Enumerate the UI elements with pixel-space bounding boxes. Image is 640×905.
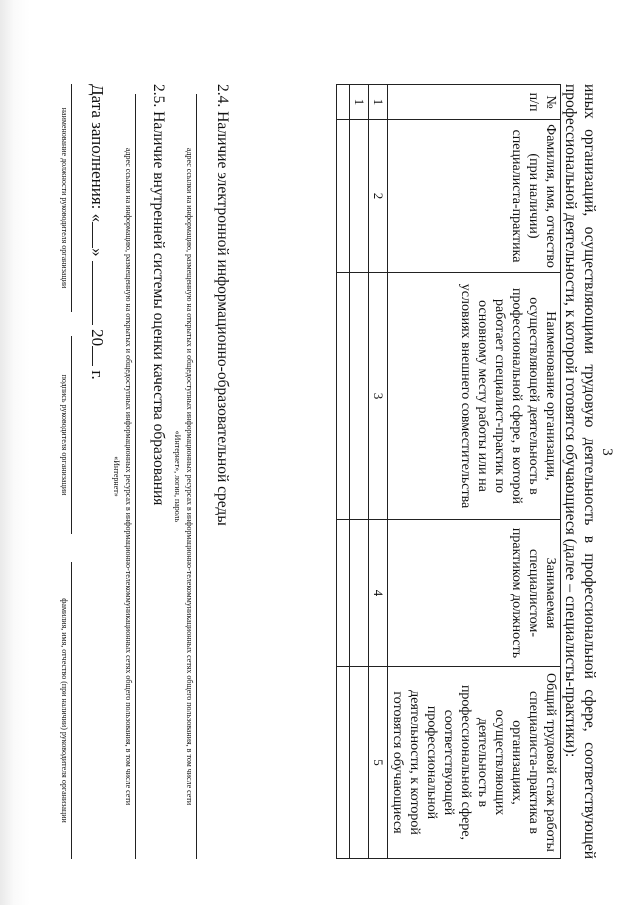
column-number: 4 bbox=[369, 520, 388, 667]
signature-block bbox=[42, 84, 72, 859]
signature-line bbox=[71, 336, 72, 534]
year-suffix: г. bbox=[88, 370, 107, 380]
table-cell: 1 bbox=[350, 85, 369, 120]
document-page bbox=[35, 22, 625, 882]
section-2-4-field bbox=[172, 94, 197, 859]
year-blank bbox=[92, 346, 109, 366]
section-2-4-caption: «Интернет», логин, пароль bbox=[173, 430, 182, 523]
column-numbers-row bbox=[369, 85, 388, 859]
name-line bbox=[71, 562, 72, 859]
table-cell bbox=[337, 520, 350, 667]
header-full-name: Фамилия, имя, отчество (при наличии) специалиста-практика bbox=[388, 120, 561, 273]
name-caption: фамилия, имя, отчество (при наличии) руководителя организации bbox=[60, 598, 69, 823]
practitioners-table bbox=[336, 84, 561, 859]
header-position: Занимаемая специалистом-практиком должность bbox=[388, 520, 561, 667]
name-field bbox=[59, 562, 72, 859]
table-cell bbox=[337, 273, 350, 520]
position-line bbox=[71, 84, 72, 312]
section-2-4-caption: адрес ссылки на информацию, размещенную на открытых и общедоступных информационных ресурсах в информационно-телекоммуникационных сетях общего пользования, в том числе сети bbox=[185, 147, 194, 806]
column-number: 5 bbox=[369, 667, 388, 859]
header-number: № п/п bbox=[388, 85, 561, 120]
table-row bbox=[350, 85, 369, 859]
section-2-4-title: 2.4. Наличие электронной информационно-образовательной среды bbox=[214, 84, 231, 526]
signature-caption: подпись руководителя организации bbox=[60, 374, 69, 496]
table-cell bbox=[337, 667, 350, 859]
position-field bbox=[59, 84, 72, 312]
section-2-5-fill-line bbox=[135, 94, 136, 859]
section-2-5-field bbox=[111, 94, 136, 859]
table-cell bbox=[350, 520, 369, 667]
header-work-experience: Общий трудовой стаж работы специалиста-практика в организациях, осуществляющих деятельность в профессиональной сфере, соответствующей профессиональной деятельности, к которой готовятся обучающиеся bbox=[388, 667, 561, 859]
position-caption: наименование должности руководителя организации bbox=[60, 107, 69, 289]
section-2-5-caption: «Интернет» bbox=[112, 456, 121, 497]
column-number: 1 bbox=[369, 85, 388, 120]
table-header-row bbox=[388, 85, 561, 859]
header-organization: Наименование организации, осуществляющей деятельность в профессиональной сфере, в которой работает специалист-практик по основному месту работы или на условиях внешнего совместительства bbox=[388, 273, 561, 520]
intro-paragraph: иных организаций, осуществляющими трудовую деятельность в профессиональной сфере, соответствующей профессиональной деятельности, к которой готовятся обучающиеся (далее – специалисты-практики): bbox=[562, 84, 598, 859]
table-cell bbox=[350, 273, 369, 520]
year-prefix: 20 bbox=[88, 329, 107, 347]
fill-date-line bbox=[87, 84, 109, 380]
table-cell bbox=[350, 667, 369, 859]
table-cell bbox=[337, 85, 350, 120]
section-2-5-title: 2.5. Наличие внутренней системы оценки качества образования bbox=[150, 84, 167, 506]
section-2-5-caption: адрес ссылки на информацию, размещенную на открытых и общедоступных информационных ресурсах в информационно-телекоммуникационных сетях общего пользования, в том числе сети bbox=[124, 147, 133, 806]
fill-date-close-quote: » bbox=[88, 248, 107, 257]
signature-field bbox=[59, 336, 72, 534]
day-blank bbox=[92, 222, 109, 248]
table-row bbox=[337, 85, 350, 859]
column-number: 2 bbox=[369, 120, 388, 273]
section-2-4-fill-line bbox=[196, 94, 197, 859]
table-cell bbox=[337, 120, 350, 273]
month-blank bbox=[92, 261, 109, 325]
fill-date-label: Дата заполнения: « bbox=[88, 84, 107, 223]
table-cell bbox=[350, 120, 369, 273]
page-number: 3 bbox=[599, 448, 615, 456]
column-number: 3 bbox=[369, 273, 388, 520]
